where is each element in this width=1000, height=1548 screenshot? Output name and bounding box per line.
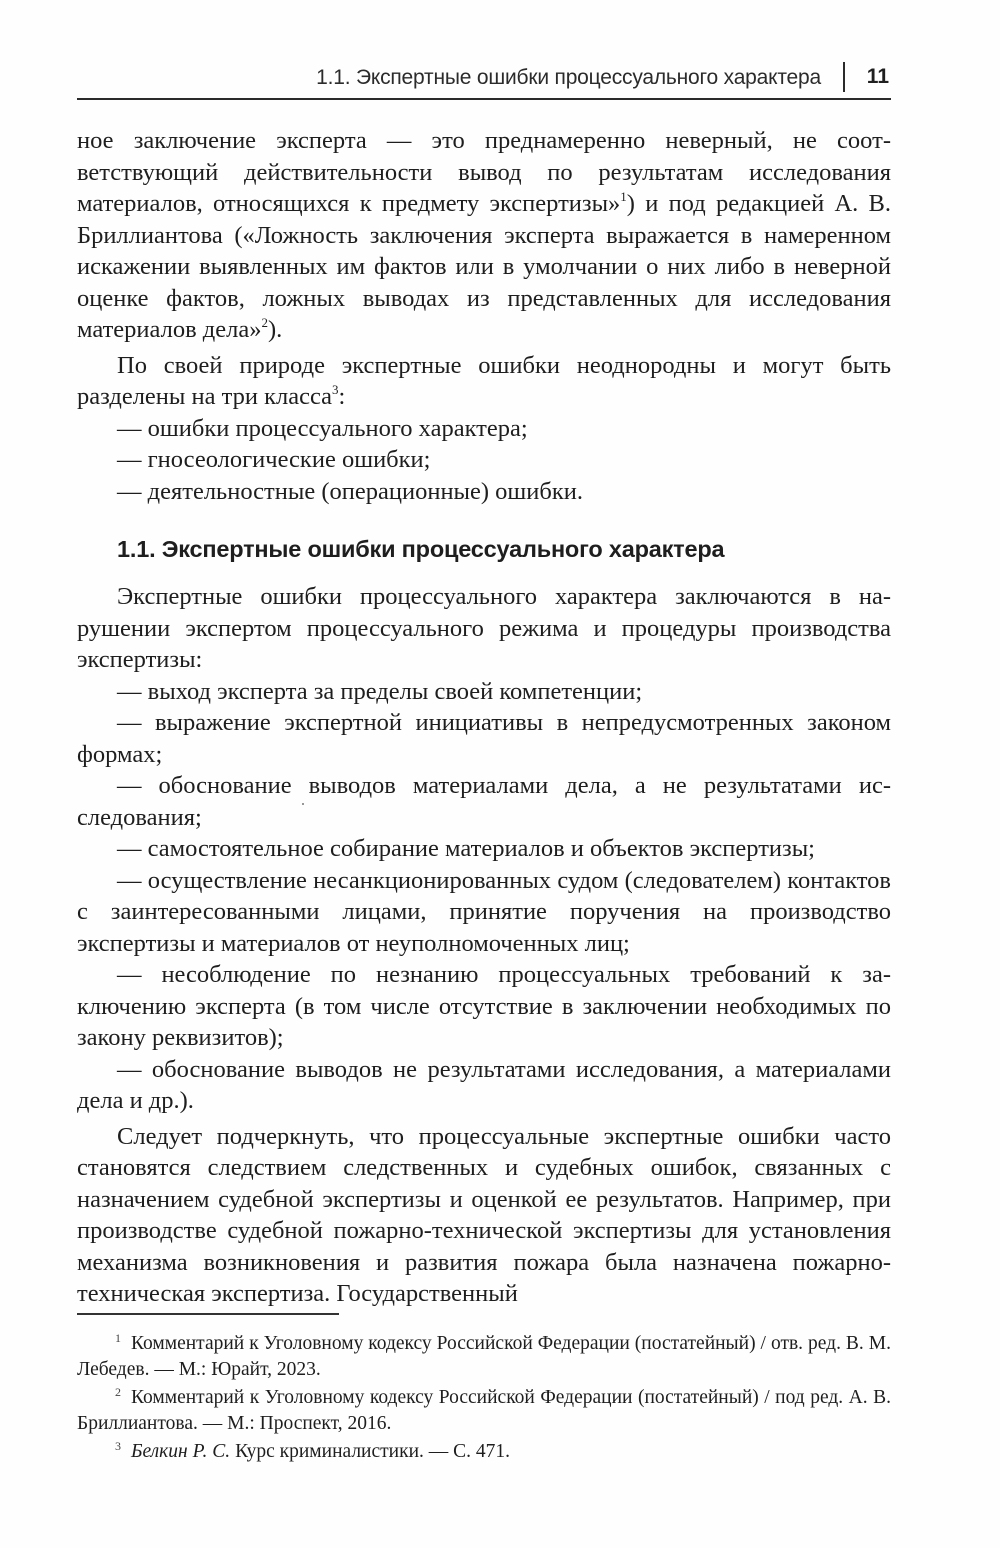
footnote-ref-3[interactable]: 3 [332,382,339,397]
running-header [77,60,891,100]
footnote-mark: 2 [115,1385,121,1399]
page-number: 11 [866,65,889,88]
footnote-mark: 1 [115,1331,121,1345]
running-title: 1.1. Экспертные ошибки процессуального характера [316,66,821,89]
body-text [77,125,891,1310]
list-item: — гносеологические ошибки; [117,446,431,473]
list-item: — выход эксперта за пределы своей компетенции; [117,677,643,705]
paragraph-1: ное заключение эксперта — это преднамеренно неверный, не соответствующий действительности вывод по результатам исследования материалов, относящихся к предмету экспертизы»$^1$) и под редакцией А. В. Бриллиантова («Ложность заключения эксперта выражается в намеренном искажении выявленных им фактов или в умолчании о них либо в неверной оценке фактов, ложных выводах из представленных для исследования материалов дела»$^2$). [77,127,891,343]
footnote-author: Белкин Р. С. [131,1441,231,1462]
list-item: — осуществление несанкционированных судом (следователем) контактов с заинтересованными лицами, принятие поручения на производство экспертизы и материалов от неуполномоченных лиц; [77,866,891,957]
paragraph-4: Следует подчеркнуть, что процессуальные экспертные ошибки часто становятся следствием следственных и судебных ошибок, связанных с назначением судебной экспертизы и оценкой ее результатов. Например, при производстве судебной пожарно-технической экспертизы для установления механизма возникновения и развития пожара была назначена пожарно-техническая экспертиза. Государственный [77,1122,891,1307]
footnote-ref-1[interactable]: 1 [620,189,627,204]
list-item: — ошибки процессуального характера; [117,414,528,442]
footnote-ref-2[interactable]: 2 [261,315,268,330]
footnote-3: $^3$ Белкин Р. С. Курс криминалистики. — С. 471. [115,1439,511,1462]
footnote-mark: 3 [115,1439,121,1453]
list-item: — самостоятельное собирание материалов и объектов экспертизы; [117,835,815,862]
list-item: — выражение экспертной инициативы в непредусмотренных законом формах; [77,709,891,768]
footnotes [77,1331,891,1468]
list-item: — обоснование выводов не результатами исследования, а материалами дела и др.). [77,1055,891,1114]
paragraph-2: По своей природе экспертные ошибки неоднородны и могут быть разделены на три класса$^3$: [77,351,891,410]
list-item: — деятельностные (операционные) ошибки. [117,477,584,505]
footnote-2: $^2$ Комментарий к Уголовному кодексу Российской Федерации (постатейный) / под ред. А. В. Бриллиантова. — М.: Проспект, 2016. [77,1385,891,1434]
footnote-1: $^1$ Комментарий к Уголовному кодексу Российской Федерации (постатейный) / отв. ред. В. М. Лебедев. — М.: Юрайт, 2023. [77,1331,891,1380]
footnote-rule [77,1313,339,1315]
paragraph-3: Экспертные ошибки процессуального характера заключаются в нарушении экспертом процессуального режима и процедуры производства экспертизы: [77,583,891,673]
header-separator [843,62,845,92]
list-item: — обоснование выводов материалами дела, а не результатами исследования; [77,772,891,831]
section-heading: 1.1. Экспертные ошибки процессуального характера [117,536,725,562]
list-item: — несоблюдение по незнанию процессуальных требований к заключению эксперта (в том числе отсутствие в заключении необходимых по закону реквизитов); [77,961,891,1051]
print-speck [302,803,304,805]
